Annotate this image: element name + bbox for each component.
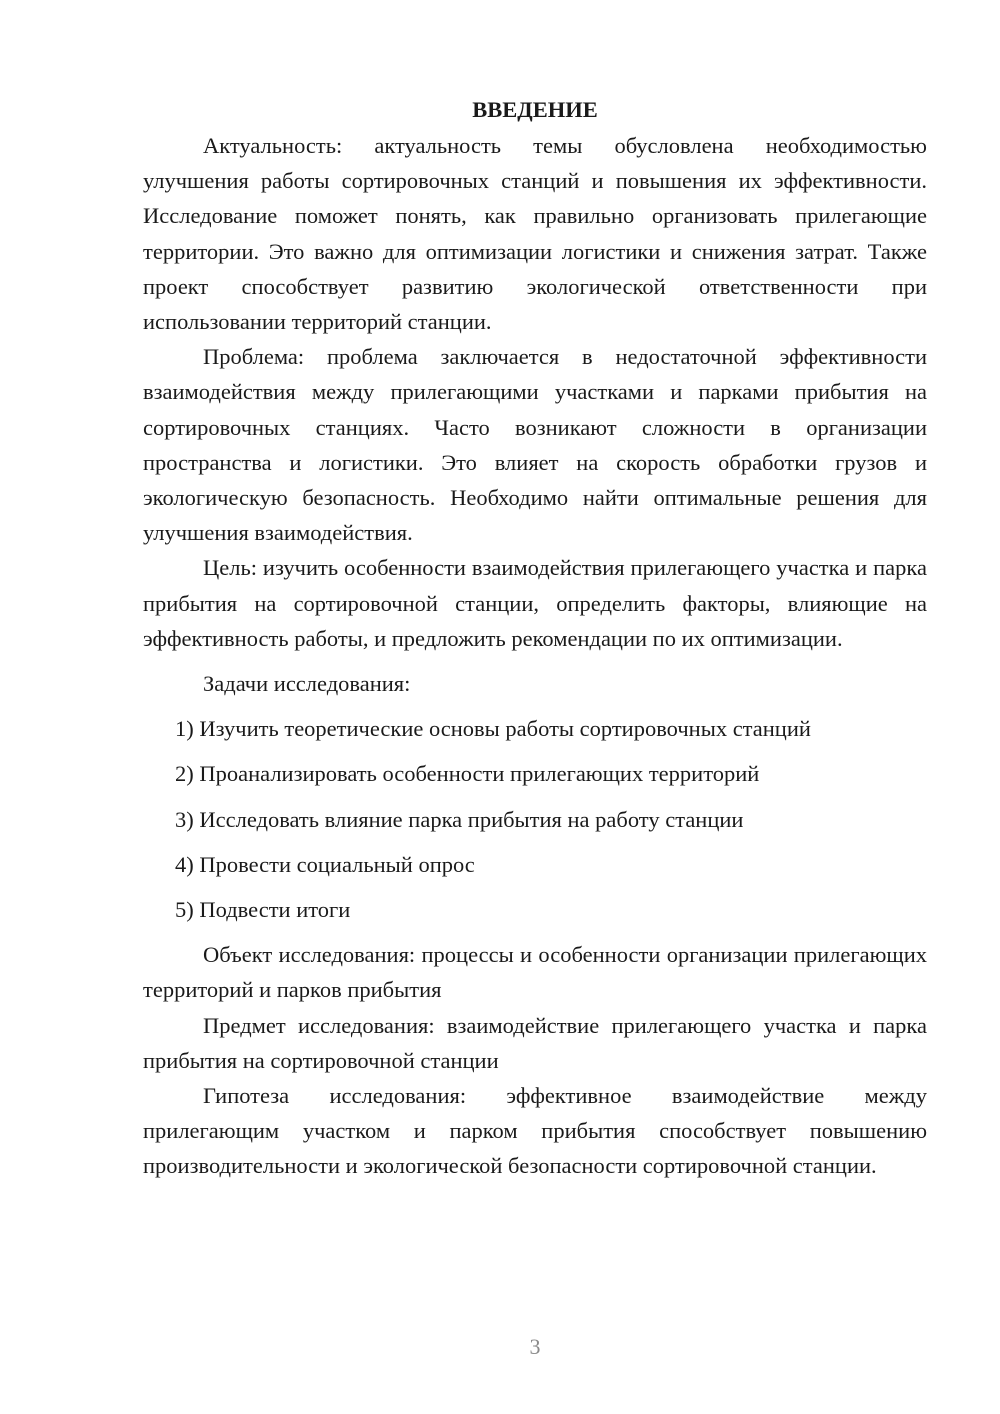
hypothesis-paragraph: Гипотеза исследования: эффективное взаимодействие между прилегающим участком и парком прибытия способствует повышению производительности и экологической безопасности сортировочной станции. [143,1083,927,1179]
document-body [143,92,927,1184]
page-number: 3 [529,1334,541,1359]
task-item: 5) Подвести итоги [175,897,351,923]
goal-paragraph: Цель: изучить особенности взаимодействия прилегающего участка и парка прибытия на сортировочной станции, определить факторы, влияющие на эффективность работы, и предложить рекомендации по их оптимизации. [143,555,927,651]
problem-paragraph: Проблема: проблема заключается в недостаточной эффективности взаимодействия между прилегающими участками и парками прибытия на сортировочных станциях. Часто возникают сложности в организации пространства и логистики. Это влияет на скорость обработки грузов и экологическую безопасность. Необходимо найти оптимальные решения для улучшения взаимодействия. [143,344,927,546]
task-item: 2) Проанализировать особенности прилегающих территорий [175,761,760,787]
task-item: 1) Изучить теоретические основы работы сортировочных станций [175,716,811,742]
section-heading: ВВЕДЕНИЕ [472,97,598,122]
subject-paragraph: Предмет исследования: взаимодействие прилегающего участка и парка прибытия на сортировочной станции [143,1012,927,1073]
task-item: 4) Провести социальный опрос [175,851,475,877]
task-list [143,711,927,927]
task-item: 3) Исследовать влияние парка прибытия на работу станции [175,806,744,832]
object-paragraph: Объект исследования: процессы и особенности организации прилегающих территорий и парков прибытия [143,942,927,1003]
relevance-paragraph: Актуальность: актуальность темы обусловлена необходимостью улучшения работы сортировочных станций и повышения их эффективности. Исследование поможет понять, как правильно организовать прилегающие территории. Это важно для оптимизации логистики и снижения затрат. Также проект способствует развитию экологической ответственности при использовании территорий станции. [143,133,927,335]
tasks-title: Задачи исследования: [203,671,411,697]
